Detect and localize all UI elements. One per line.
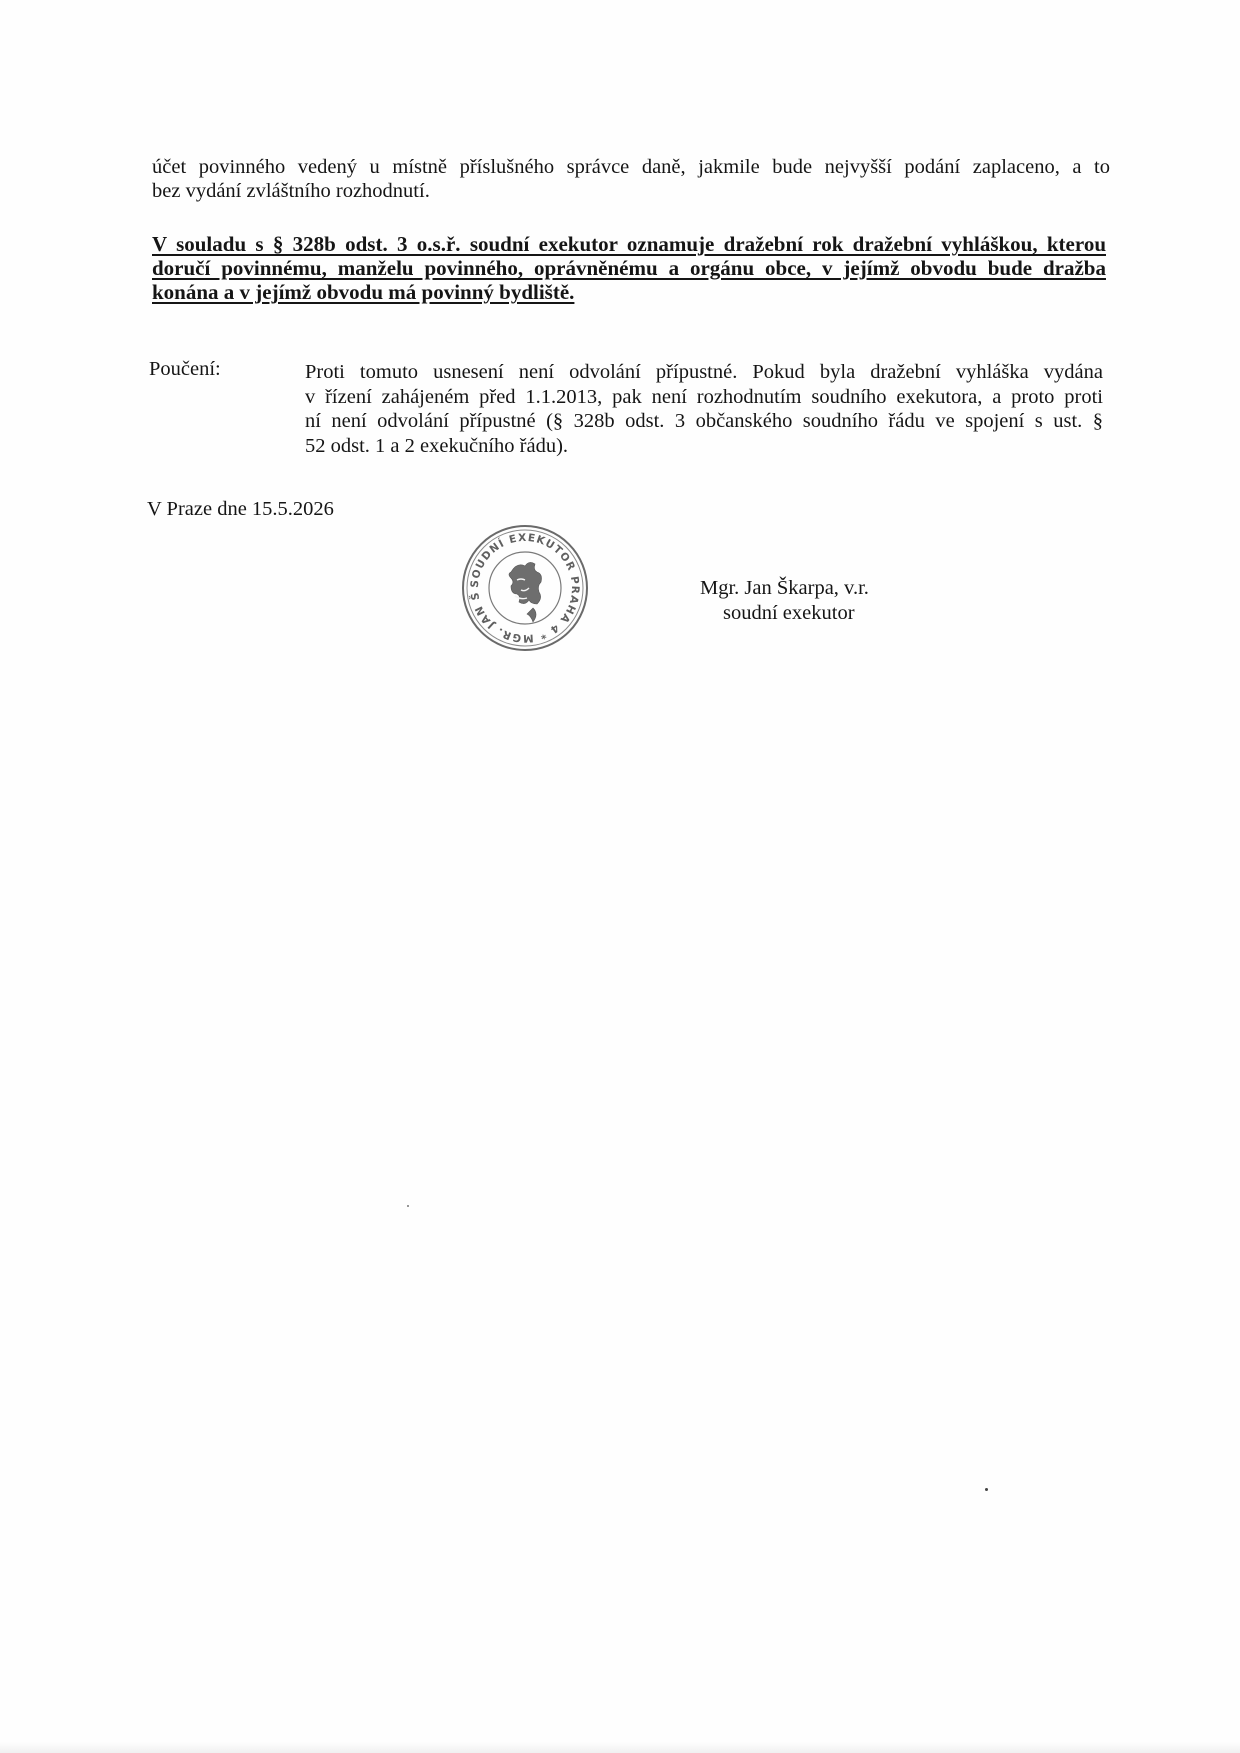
instruction-line: ní není odvolání přípustné (§ 328b odst. 3 občanského soudního řádu ve spojení s ust. §: [305, 410, 1103, 432]
stamp-seal-icon: [459, 522, 591, 654]
official-stamp: [459, 522, 591, 654]
instruction-text: [305, 360, 1103, 458]
paragraph-line: bez vydání zvláštního rozhodnutí.: [152, 180, 430, 202]
paragraph-line: doručí povinnému, manželu povinného, oprávněnému a orgánu obce, v jejímž obvodu bude dražba: [152, 256, 1106, 280]
place-and-date: V Praze dne 15.5.2026: [147, 498, 334, 520]
paragraph-line: účet povinného vedený u místně příslušného správce daně, jakmile bude nejvyšší podání zaplaceno, a to: [152, 156, 1110, 178]
signatory-name: Mgr. Jan Škarpa, v.r.: [700, 577, 869, 599]
scan-speck: [985, 1488, 988, 1491]
instruction-line: Proti tomuto usnesení není odvolání přípustné. Pokud byla dražební vyhláška vydána: [305, 361, 1103, 383]
lion-emblem-icon: [509, 562, 542, 622]
paragraph-payment: [152, 155, 1110, 203]
paragraph-notice-bold: [152, 232, 1106, 304]
signature-block: [700, 576, 869, 626]
instruction-line: 52 odst. 1 a 2 exekučního řádu).: [305, 434, 569, 457]
paragraph-line: konána a v jejímž obvodu má povinný bydliště.: [152, 280, 575, 304]
instruction-label: Poučení:: [149, 358, 221, 380]
scan-speck: [407, 1205, 409, 1207]
paragraph-line: V souladu s § 328b odst. 3 o.s.ř. soudní exekutor oznamuje dražební rok dražební vyhláškou, kterou: [152, 232, 1106, 256]
scan-edge: [0, 1742, 1240, 1753]
signatory-title: soudní exekutor: [723, 602, 855, 624]
stamp-ring-text: SOUDNÍ EXEKUTOR PRAHA 4 * MGR. JAN Š: [468, 531, 582, 645]
instruction-line: v řízení zahájeném před 1.1.2013, pak není rozhodnutím soudního exekutora, a proto proti: [305, 385, 1103, 408]
